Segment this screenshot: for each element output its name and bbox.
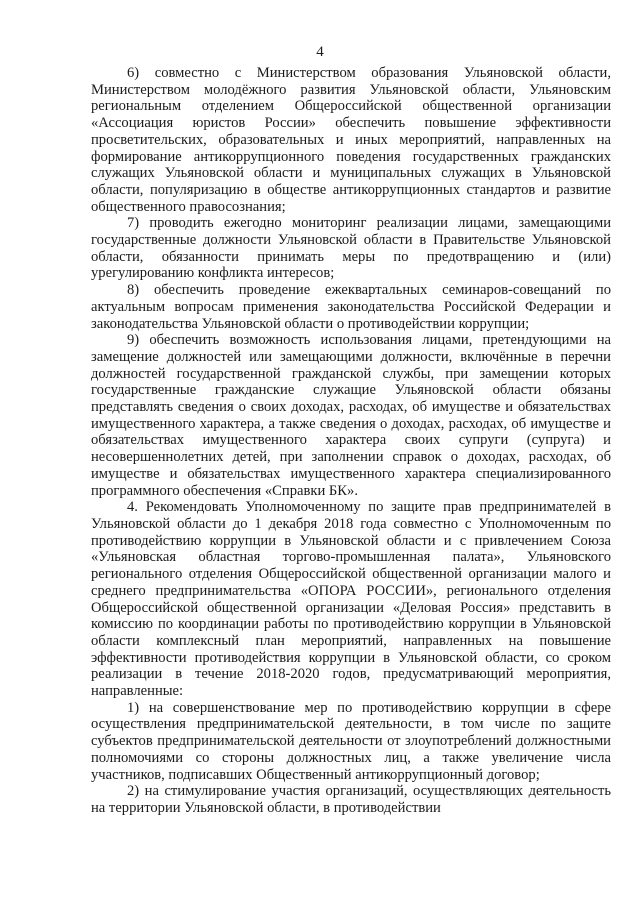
paragraph-item-6: 6) совместно с Министерством образования Ульяновской области, Министерством молодёжного развития Ульяновской области, Ульяновским региональным отделением Общероссийской общественной организации «Ассоциация юристов России» обеспечить повышение эффективности просветительских, образовательных и иных мероприятий, направленных на формирование антикоррупционного поведения государственных гражданских служащих Ульяновской области и муниципальных служащих в Ульяновской области, популяризацию в обществе антикоррупционных стандартов и развитие общественного правосознания; <box>91 65 611 215</box>
paragraph-subitem-2: 2) на стимулирование участия организаций, осуществляющих деятельность на территории Ульяновской области, в противодействии <box>91 783 611 816</box>
page-number: 4 <box>316 44 324 60</box>
paragraph-item-7: 7) проводить ежегодно мониторинг реализации лицами, замещающими государственные должности Ульяновской области в Правительстве Ульяновской области, обязанности принимать меры по предотвращению и (или) урегулированию конфликта интересов; <box>91 215 611 282</box>
paragraph-item-9: 9) обеспечить возможность использования лицами, претендующими на замещение должностей или замещающими должности, включённые в перечни должностей государственной гражданской службы, при замещении которых государственные гражданские служащие Ульяновской области обязаны представлять сведения о своих доходах, расходах, об имуществе и обязательствах имущественного характера, а также сведения о доходах, расходах, об имуществе и обязательствах имущественного характера своих супруги (супруга) и несовершеннолетних детей, при заполнении справок о доходах, расходах, об имуществе и обязательствах имущественного характера специализированного программного обеспечения «Справки БК». <box>91 332 611 499</box>
paragraph-subitem-1: 1) на совершенствование мер по противодействию коррупции в сфере осуществления предпринимательской деятельности, в том числе по защите субъектов предпринимательской деятельности от злоупотреблений должностными полномочиями со стороны должностных лиц, а также увеличение числа участников, подписавших Общественный антикоррупционный договор; <box>91 699 611 783</box>
paragraph-item-8: 8) обеспечить проведение ежеквартальных семинаров-совещаний по актуальным вопросам применения законодательства Российской Федерации и законодательства Ульяновской области о противодействии коррупции; <box>91 282 611 332</box>
paragraph-section-4: 4. Рекомендовать Уполномоченному по защите прав предпринимателей в Ульяновской области до 1 декабря 2018 года совместно с Уполномоченным по противодействию коррупции в Ульяновской области и с привлечением Союза «Ульяновская областная торгово-промышленная палата», Ульяновского регионального отделения Общероссийской общественной организации малого и среднего предпринимательства «ОПОРА РОССИИ», регионального отделения Общероссийской общественной организации «Деловая Россия» представить в комиссию по координации работы по противодействию коррупции в Ульяновской области комплексный план мероприятий, направленных на повышение эффективности противодействия коррупции в Ульяновской области, со сроком реализации в течение 2018-2020 годов, предусматривающий мероприятия, направленные: <box>91 499 611 700</box>
document-body <box>91 65 611 817</box>
